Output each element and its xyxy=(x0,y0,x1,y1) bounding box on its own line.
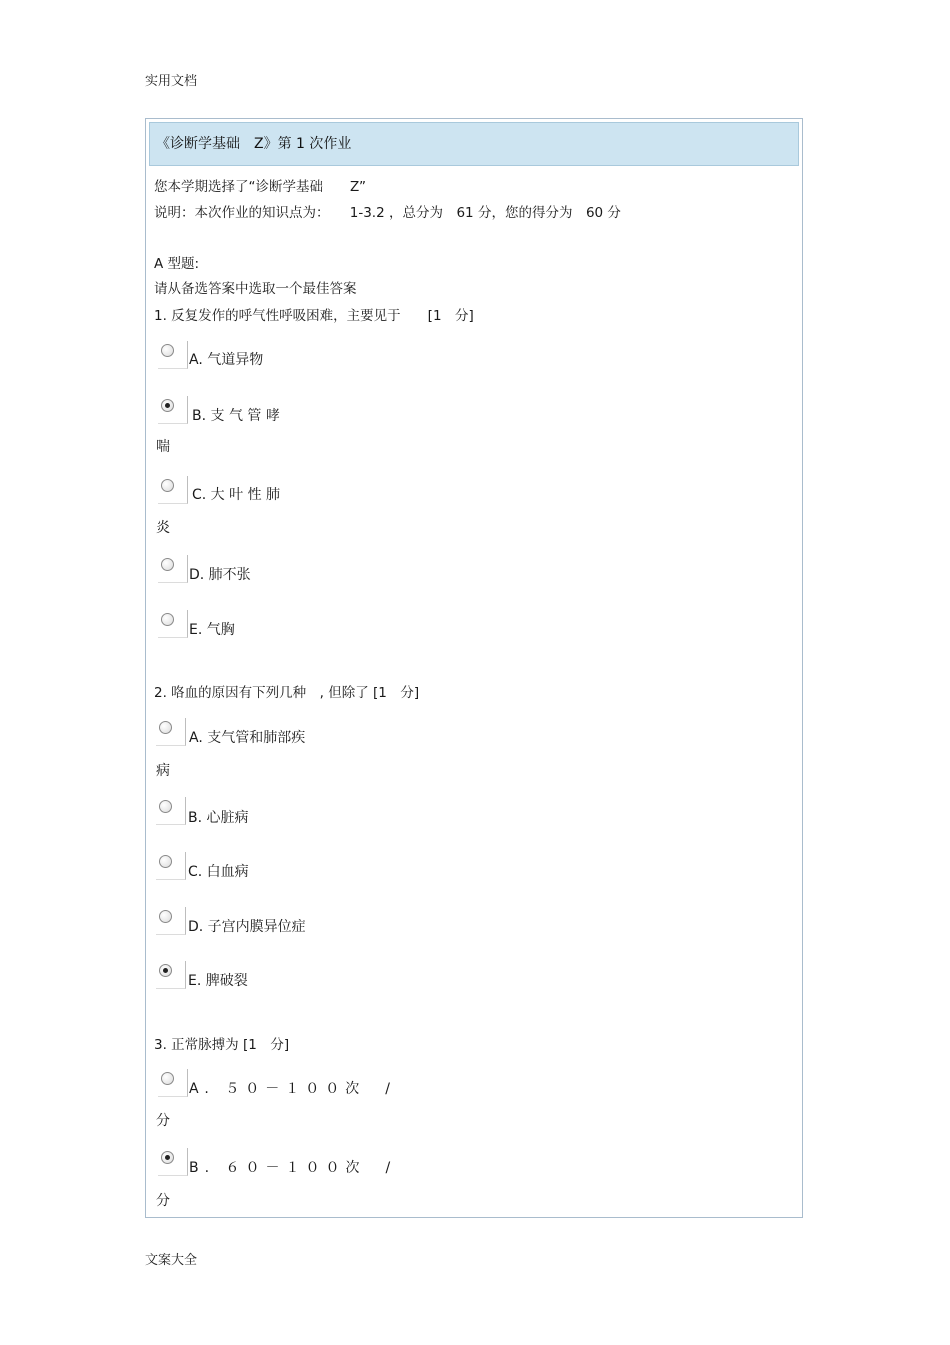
q2-option-d-label[interactable]: D. 子宫内膜异位症 xyxy=(188,919,306,935)
intro-line-score: 说明：本次作业的知识点为： 1-3.2 ，总分为 61 分，您的得分为 60 分 xyxy=(154,205,621,221)
q2-option-e-label[interactable]: E. 脾破裂 xyxy=(188,973,248,989)
q1-option-e-label[interactable]: E. 气胸 xyxy=(189,622,235,638)
q3-option-a-wrap: 分 xyxy=(156,1113,170,1129)
q1-option-e-radio[interactable] xyxy=(158,610,188,638)
q3-option-b-label[interactable]: B. ６０－１００次 / xyxy=(189,1160,397,1176)
q1-option-a-label[interactable]: A. 气道异物 xyxy=(189,352,264,368)
question-2-text: 2. 咯血的原因有下列几种 , 但除了 [1 分] xyxy=(154,685,420,701)
q1-option-c-wrap: 炎 xyxy=(156,520,170,536)
document-header: 实用文档 xyxy=(145,74,198,89)
q3-option-b-radio[interactable] xyxy=(158,1148,188,1176)
q3-option-a-label[interactable]: A. ５０－１００次 / xyxy=(189,1081,396,1097)
intro-line-course: 您本学期选择了“诊断学基础 Z” xyxy=(154,179,366,195)
q2-option-a-label[interactable]: A. 支气管和肺部疾 xyxy=(189,730,306,746)
q2-option-b-radio[interactable] xyxy=(156,797,186,825)
question-3-text: 3. 正常脉搏为 [1 分] xyxy=(154,1037,290,1053)
q2-option-a-wrap: 病 xyxy=(156,763,170,779)
q1-option-b-label[interactable]: B. 支 气 管 哮 xyxy=(192,408,280,424)
q3-option-a-radio[interactable] xyxy=(158,1069,188,1097)
q1-option-a-radio[interactable] xyxy=(158,341,188,369)
q1-option-d-label[interactable]: D. 肺不张 xyxy=(189,567,251,583)
section-type: A 型题: xyxy=(154,256,200,272)
q2-option-c-radio[interactable] xyxy=(156,852,186,880)
q1-option-b-wrap: 喘 xyxy=(156,439,170,455)
q2-option-b-label[interactable]: B. 心脏病 xyxy=(188,810,249,826)
homework-panel xyxy=(145,118,803,1218)
q1-option-c-label[interactable]: C. 大 叶 性 肺 xyxy=(192,487,281,503)
q2-option-c-label[interactable]: C. 白血病 xyxy=(188,864,249,880)
q3-option-b-wrap: 分 xyxy=(156,1193,170,1209)
q2-option-a-radio[interactable] xyxy=(156,718,186,746)
document-footer: 文案大全 xyxy=(145,1253,198,1268)
q1-option-b-radio[interactable] xyxy=(158,396,188,424)
question-1-text: 1. 反复发作的呼气性呼吸困难，主要见于 [1 分] xyxy=(154,308,474,324)
q1-option-d-radio[interactable] xyxy=(158,555,188,583)
q2-option-e-radio[interactable] xyxy=(156,961,186,989)
q1-option-c-radio[interactable] xyxy=(158,476,188,504)
section-instruction: 请从备选答案中选取一个最佳答案 xyxy=(154,281,357,297)
homework-title: 《诊断学基础 Z》第 1 次作业 xyxy=(149,122,799,166)
q2-option-d-radio[interactable] xyxy=(156,907,186,935)
